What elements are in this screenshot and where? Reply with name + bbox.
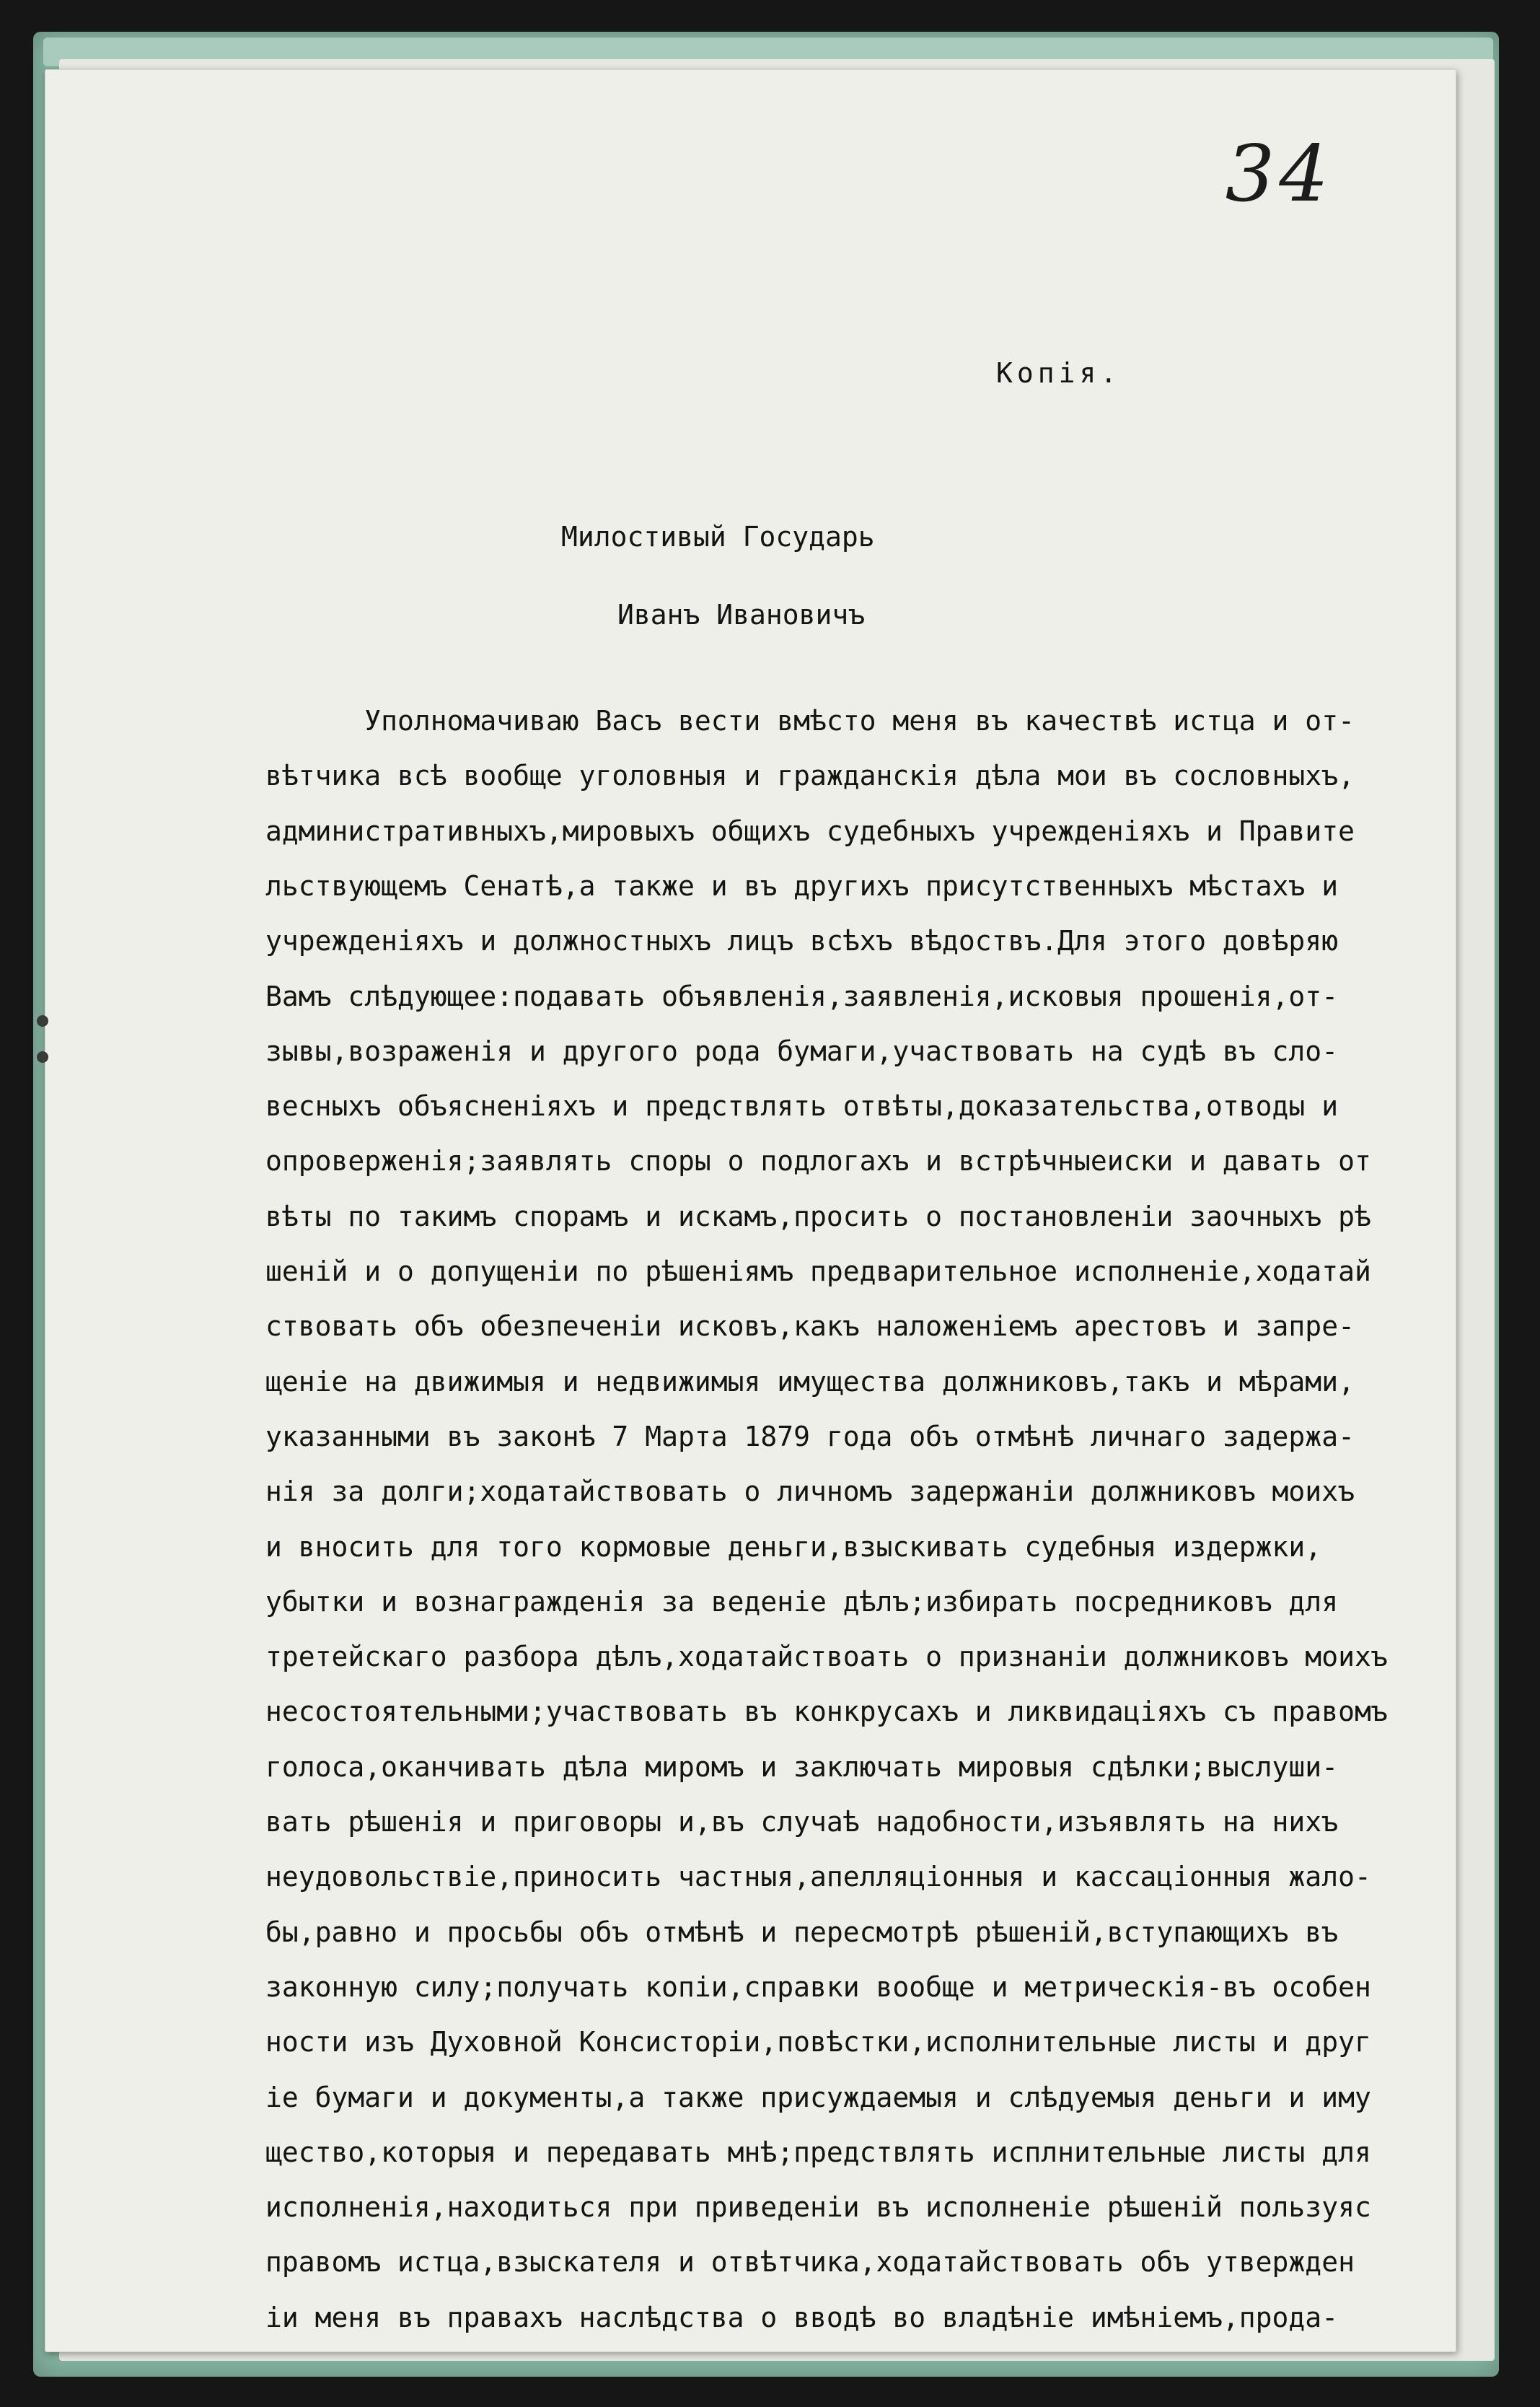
body-text-line: іе бумаги и документы,а также присуждаемыя и слѣдуемыя деньги и иму — [265, 2081, 1371, 2113]
body-text-line: льствующемъ Сенатѣ,а также и въ другихъ присутственныхъ мѣстахъ и — [265, 869, 1339, 902]
body-text-line: весныхъ объясненіяхъ и предствлять отвѣты,доказательства,отводы и — [265, 1090, 1339, 1123]
body-text-line: исполненія,находиться при приведеніи въ исполненіе рѣшеній пользуяс — [265, 2191, 1371, 2224]
body-text-line: ности изъ Духовной Консисторіи,повѣстки,исполнительные листы и друг — [265, 2026, 1371, 2059]
body-text-line: голоса,оканчивать дѣла миромъ и заключать мировыя сдѣлки;выслуши- — [265, 1750, 1339, 1783]
addressee-name: Иванъ Ивановичъ — [617, 599, 866, 631]
body-text-line: указанными въ законѣ 7 Марта 1879 года объ отмѣнѣ личнаго задержа- — [265, 1420, 1355, 1452]
body-text-line: шеній и о допущеніи по рѣшеніямъ предварительное исполненіе,ходатай — [265, 1255, 1371, 1287]
body-text-line: зывы,возраженія и другого рода бумаги,участвовать на судѣ въ сло- — [265, 1035, 1339, 1067]
document-heading: Копія. — [996, 357, 1122, 389]
body-text-line: третейскаго разбора дѣлъ,ходатайствоать о признаніи должниковъ моихъ — [265, 1641, 1388, 1673]
body-text-line: вать рѣшенія и приговоры и,въ случаѣ надобности,изъявлять на нихъ — [265, 1806, 1339, 1838]
body-text-line: административныхъ,мировыхъ общихъ судебныхъ учрежденіяхъ и Правите — [265, 815, 1355, 847]
body-text-line: щеніе на движимыя и недвижимыя имущества должниковъ,такъ и мѣрами, — [265, 1365, 1355, 1398]
folio-number: 34 — [1225, 129, 1333, 219]
body-text-line: іи меня въ правахъ наслѣдства о вводѣ во владѣніе имѣніемъ,прода- — [265, 2301, 1339, 2333]
body-text-line: бы,равно и просьбы объ отмѣнѣ и пересмотрѣ рѣшеній,вступающихъ въ — [265, 1916, 1339, 1948]
body-text-line: и вносить для того кормовые деньги,взыскивать судебныя издержки, — [265, 1530, 1322, 1563]
body-text-line: ствовать объ обезпеченіи исковъ,какъ наложеніемъ арестовъ и запре- — [265, 1310, 1355, 1343]
body-text-line: вѣты по такимъ спорамъ и искамъ,просить о постановленіи заочныхъ рѣ — [265, 1200, 1371, 1232]
body-text-line: учрежденіяхъ и должностныхъ лицъ всѣхъ вѣдоствъ.Для этого довѣряю — [265, 925, 1339, 957]
body-text-line: неудовольствіе,приносить частныя,апелляціонныя и кассаціонныя жало- — [265, 1861, 1371, 1893]
document-sheet — [45, 69, 1456, 2352]
body-text-line: опроверженія;заявлять споры о подлогахъ и встрѣчныеиски и давать от — [265, 1145, 1371, 1178]
body-text-line: убытки и вознагражденія за веденіе дѣлъ;избирать посредниковъ для — [265, 1585, 1339, 1618]
salutation: Милостивый Государь — [561, 521, 875, 553]
punch-hole-icon — [37, 1051, 48, 1063]
body-text-line: законную силу;получать копіи,справки вообще и метрическія-въ особен — [265, 1970, 1371, 2003]
body-text-line: Уполномачиваю Васъ вести вмѣсто меня въ качествѣ истца и от- — [265, 705, 1355, 737]
body-text-line: несостоятельными;участвовать въ конкрусахъ и ликвидаціяхъ съ правомъ — [265, 1696, 1388, 1728]
body-text-line: щество,которыя и передавать мнѣ;предствлять исплнительные листы для — [265, 2136, 1371, 2168]
body-text-line: правомъ истца,взыскателя и отвѣтчика,ходатайствовать объ утвержден — [265, 2246, 1355, 2279]
body-text-line: вѣтчика всѣ вообще уголовныя и гражданскія дѣла мои въ сословныхъ, — [265, 760, 1355, 792]
body-text-line: Вамъ слѣдующее:подавать объявленія,заявленія,исковыя прошенія,от- — [265, 980, 1339, 1012]
punch-hole-icon — [37, 1015, 48, 1027]
body-text-line: нія за долги;ходатайствовать о личномъ задержаніи должниковъ моихъ — [265, 1476, 1355, 1508]
